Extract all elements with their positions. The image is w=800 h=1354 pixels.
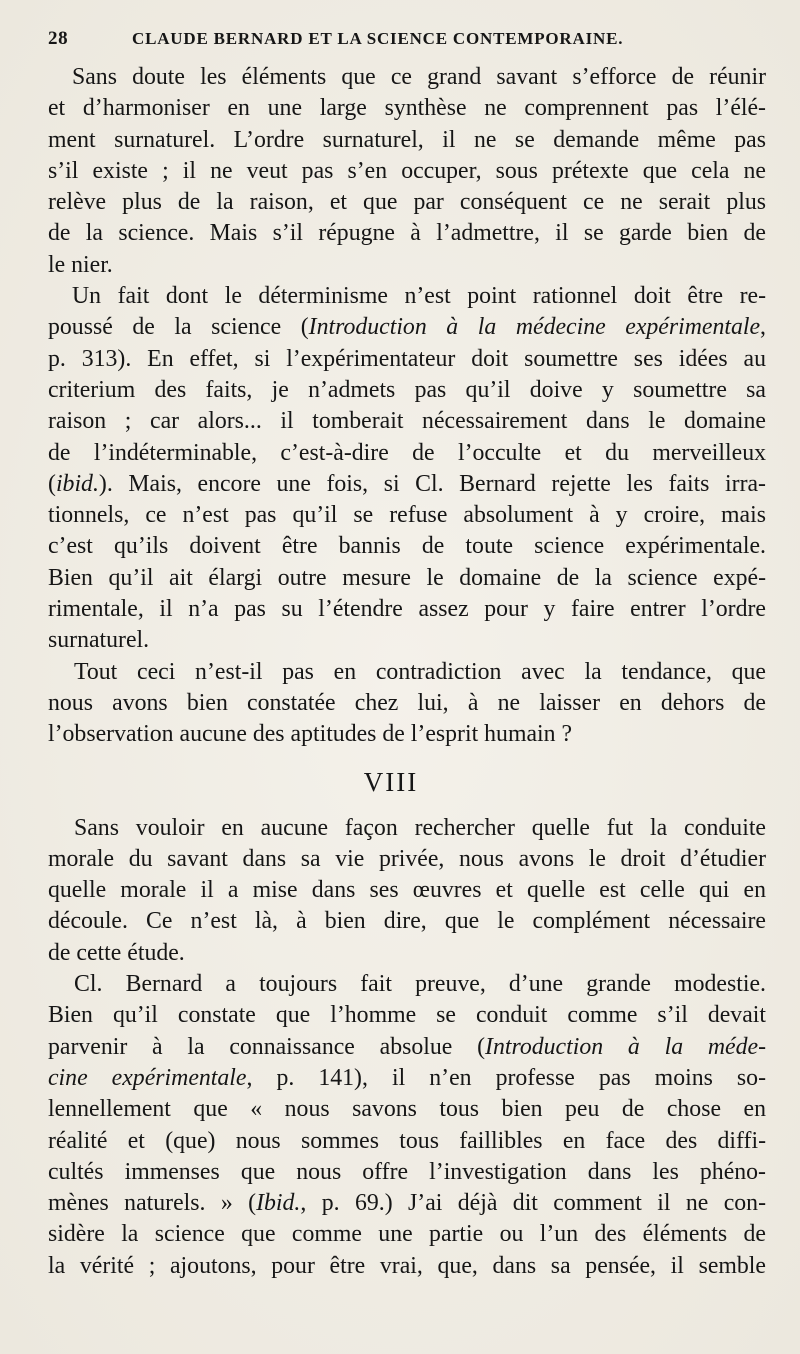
text-line: Bien qu’il constate que l’homme se conduit comme s’il devait	[48, 1002, 766, 1029]
text-run: poussé de la science (	[48, 314, 309, 341]
text-line: le nier.	[48, 251, 113, 278]
section-heading: VIII	[363, 766, 419, 797]
text-line: relève plus de la raison, et que par conséquent ce ne serait plus	[48, 189, 766, 216]
text-line: la vérité ; ajoutons, pour être vrai, que, dans sa pensée, il semble	[48, 1252, 766, 1279]
text-line: et d’harmoniser en une large synthèse ne comprennent pas l’élé-	[48, 95, 766, 122]
text-line: de la science. Mais s’il répugne à l’admettre, il se garde bien de	[48, 220, 766, 247]
text-line: cultés immenses que nous offre l’investigation dans les phéno-	[48, 1158, 766, 1185]
text-line: morale du savant dans sa vie privée, nous avons le droit d’étudier	[48, 845, 766, 872]
text-line: Sans vouloir en aucune façon rechercher quelle fut la conduite	[74, 814, 766, 841]
citation-title: Introduction à la méde-	[485, 1033, 766, 1060]
text-line: rimentale, il n’a pas su l’étendre assez pour y faire entrer l’ordre	[48, 596, 766, 623]
text-line	[48, 1063, 766, 1094]
text-line: ment surnaturel. L’ordre surnaturel, il ne se demande même pas	[48, 126, 766, 153]
citation-ibid: Ibid.	[256, 1190, 301, 1217]
paragraph-1	[48, 62, 766, 281]
text-run: mènes naturels. » (	[48, 1190, 257, 1217]
text-line: raison ; car alors... il tomberait nécessairement dans le domaine	[48, 408, 766, 435]
running-title: CLAUDE BERNARD ET LA SCIENCE CONTEMPORAINE.	[132, 29, 624, 48]
text-line: de cette étude.	[48, 939, 185, 966]
text-line: Sans doute les éléments que ce grand savant s’efforce de réunir	[72, 64, 766, 90]
text-run: ). Mais, encore une fois, si Cl. Bernard rejette les faits irra-	[98, 470, 766, 497]
running-head	[48, 28, 766, 62]
text-line: l’observation aucune des aptitudes de l’esprit humain ?	[48, 721, 573, 748]
text-line: de l’indéterminable, c’est-à-dire de l’occulte et du merveilleux	[48, 439, 766, 466]
text-line	[48, 1032, 766, 1063]
text-line: quelle morale il a mise dans ses œuvres et quelle est celle qui en	[48, 877, 766, 904]
text-line: Tout ceci n’est-il pas en contradiction avec la tendance, que	[74, 658, 766, 685]
text-line	[48, 312, 766, 343]
citation-title: cine expérimentale	[48, 1064, 247, 1091]
text-line: c’est qu’ils doivent être bannis de toute science expérimentale.	[48, 533, 766, 560]
text-run: ,	[760, 314, 766, 341]
text-line: Un fait dont le déterminisme n’est point rationnel doit être re-	[72, 283, 766, 310]
citation-ibid: ibid.	[55, 470, 99, 497]
text-line	[48, 469, 766, 500]
text-line: découle. Ce n’est là, à bien dire, que le complément nécessaire	[48, 908, 766, 935]
text-line: lennellement que « nous savons tous bien peu de chose en	[48, 1096, 766, 1123]
paragraph-2	[48, 281, 766, 657]
text-line: Bien qu’il ait élargi outre mesure le domaine de la science expé-	[48, 564, 766, 591]
text-run: , p. 141), il n’en professe pas moins so-	[246, 1064, 766, 1091]
text-line: criterium des faits, je n’admets pas qu’il doive y soumettre sa	[48, 376, 766, 403]
page-number: 28	[48, 28, 69, 49]
text-line: nous avons bien constatée chez lui, à ne laisser en dehors de	[48, 689, 766, 716]
text-run: , p. 69.) J’ai déjà dit comment il ne con-	[300, 1190, 766, 1217]
paragraph-5	[48, 969, 766, 1282]
text-line: sidère la science que comme une partie ou l’un des éléments de	[48, 1221, 766, 1248]
text-line	[48, 1188, 766, 1219]
text-line: tionnels, ce n’est pas qu’il se refuse absolument à y croire, mais	[48, 502, 766, 529]
text-run: (	[48, 470, 56, 497]
citation-title: Introduction à la médecine expérimentale	[308, 314, 761, 341]
paragraph-3	[48, 657, 766, 751]
text-line: p. 313). En effet, si l’expérimentateur doit soumettre ses idées au	[48, 345, 766, 372]
text-line: surnaturel.	[48, 627, 150, 654]
text-line: Cl. Bernard a toujours fait preuve, d’une grande modestie.	[74, 971, 766, 998]
text-line: s’il existe ; il ne veut pas s’en occuper, sous prétexte que cela ne	[48, 157, 766, 184]
paragraph-4	[48, 813, 766, 969]
text-run: parvenir à la connaissance absolue (	[48, 1033, 486, 1060]
text-line: réalité et (que) nous sommes tous faillibles en face des diffi-	[48, 1127, 766, 1154]
